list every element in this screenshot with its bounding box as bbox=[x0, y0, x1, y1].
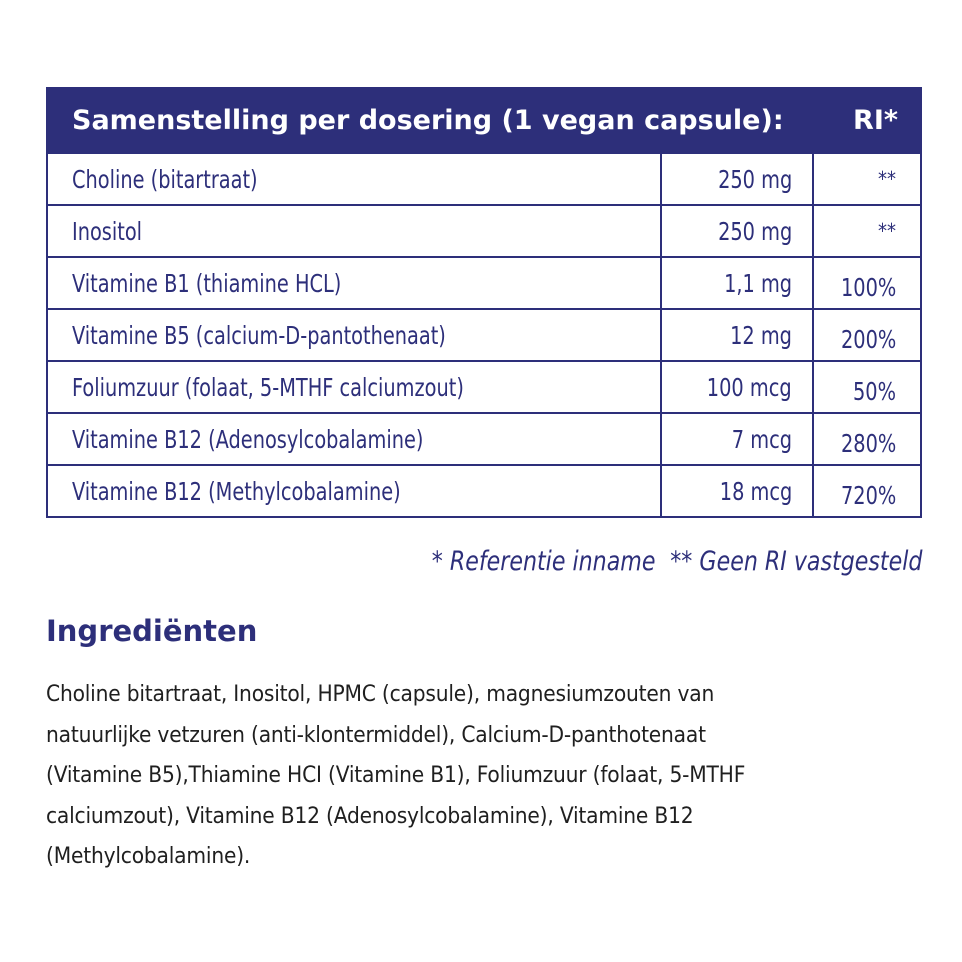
row-name: Choline (bitartraat) bbox=[72, 164, 258, 194]
footnote-no-ri: ** Geen RI vastgesteld bbox=[669, 546, 922, 577]
row-amount: 12 mg bbox=[730, 320, 792, 350]
table-row bbox=[48, 308, 920, 360]
table-header-ri: RI* bbox=[853, 105, 898, 136]
row-amount: 250 mg bbox=[717, 216, 792, 246]
table-row bbox=[48, 360, 920, 412]
table-row bbox=[48, 256, 920, 308]
row-ri: ** bbox=[878, 219, 896, 243]
ingredients-line: natuurlijke vetzuren (anti-klontermiddel), Calcium-D-panthotenaat bbox=[46, 721, 706, 748]
row-amount: 1,1 mg bbox=[723, 268, 792, 298]
row-name: Inositol bbox=[72, 216, 143, 246]
table-header-title: Samenstelling per dosering (1 vegan capsule): bbox=[72, 105, 784, 136]
row-amount: 7 mcg bbox=[731, 424, 792, 454]
table-row bbox=[48, 204, 920, 256]
table-footnote bbox=[431, 546, 922, 577]
row-ri: ** bbox=[878, 167, 896, 191]
row-name: Foliumzuur (folaat, 5-MTHF calciumzout) bbox=[72, 372, 464, 402]
ingredients-text bbox=[46, 674, 876, 877]
ingredients-line: (Methylcobalamine). bbox=[46, 843, 251, 869]
ingredients-line: Choline bitartraat, Inositol, HPMC (capsule), magnesiumzouten van bbox=[46, 681, 715, 707]
row-ri: 280% bbox=[840, 429, 896, 458]
row-ri: 200% bbox=[840, 325, 896, 354]
composition-table bbox=[46, 87, 922, 518]
row-ri: 100% bbox=[840, 273, 896, 302]
row-name: Vitamine B12 (Methylcobalamine) bbox=[72, 476, 401, 506]
ingredients-line: calciumzout), Vitamine B12 (Adenosylcobalamine), Vitamine B12 bbox=[46, 802, 694, 829]
footnote-ri: * Referentie inname bbox=[431, 546, 656, 577]
row-amount: 18 mcg bbox=[719, 476, 792, 506]
row-name: Vitamine B1 (thiamine HCL) bbox=[72, 268, 342, 298]
ingredients-line: (Vitamine B5),Thiamine HCI (Vitamine B1), Foliumzuur (folaat, 5-MTHF bbox=[46, 762, 746, 788]
row-amount: 250 mg bbox=[717, 164, 792, 194]
row-name: Vitamine B5 (calcium-D-pantothenaat) bbox=[72, 320, 446, 350]
row-ri: 720% bbox=[840, 481, 896, 510]
table-row bbox=[48, 152, 920, 204]
table-row bbox=[48, 412, 920, 464]
ingredients-title: Ingrediënten bbox=[46, 614, 258, 648]
row-name: Vitamine B12 (Adenosylcobalamine) bbox=[72, 424, 424, 454]
table-header bbox=[48, 89, 920, 152]
row-ri: 50% bbox=[853, 377, 896, 406]
table-row bbox=[48, 464, 920, 516]
row-amount: 100 mcg bbox=[707, 372, 792, 402]
